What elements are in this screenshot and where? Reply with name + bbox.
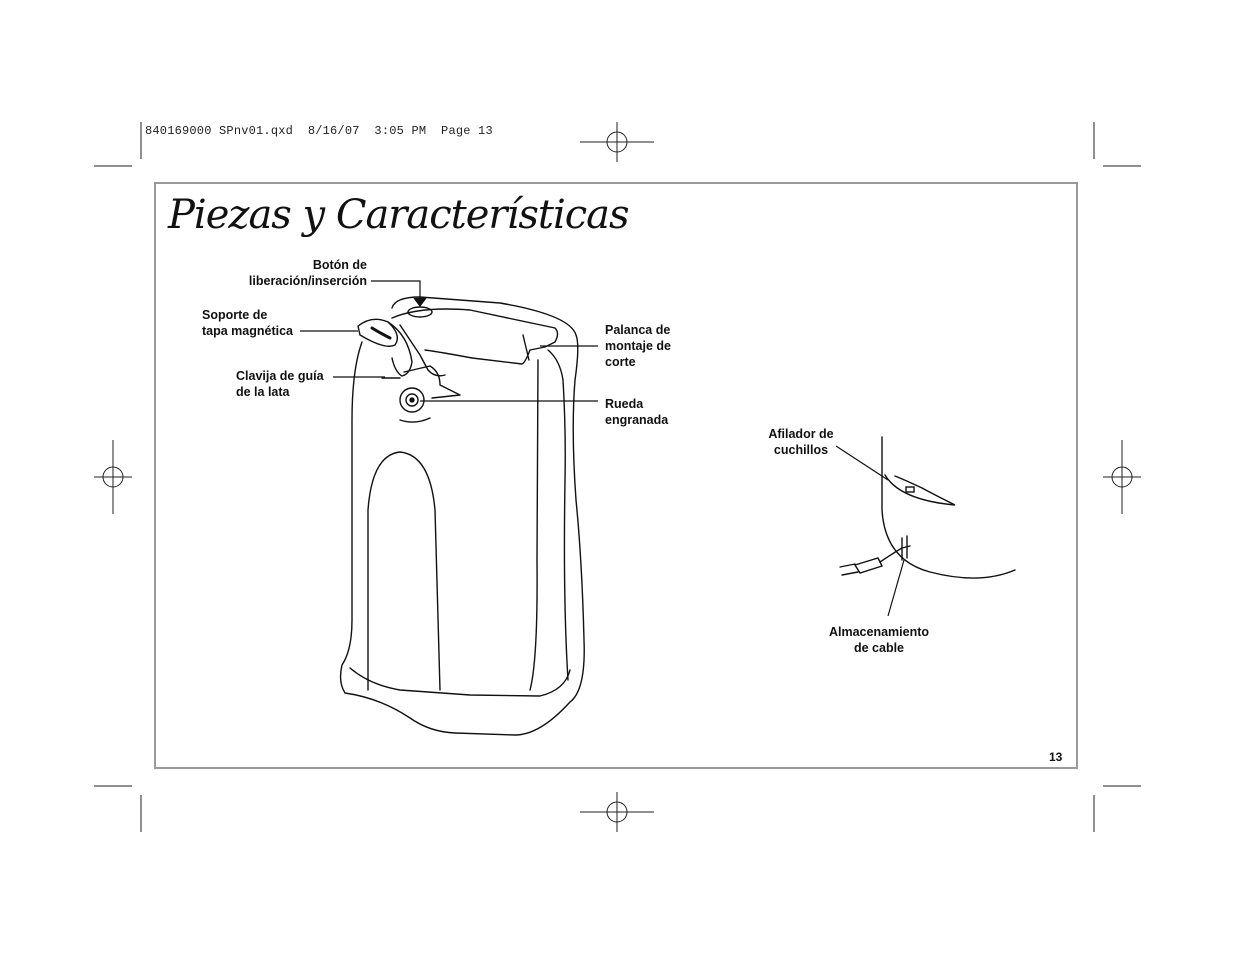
print-slug-line: 840169000 SPnv01.qxd 8/16/07 3:05 PM Page 13 bbox=[145, 124, 493, 138]
label-guide-pin: Clavija de guía de la lata bbox=[236, 369, 324, 399]
label-release-button: Botón de liberación/inserción bbox=[248, 258, 367, 288]
label-magnetic-lid-holder: Soporte de tapa magnética bbox=[202, 308, 294, 338]
knife-sharpener-slot bbox=[885, 475, 955, 505]
rear-detail bbox=[840, 437, 1015, 578]
label-cutting-lever: Palanca de montaje de corte bbox=[605, 323, 671, 369]
power-cord-plug bbox=[855, 558, 882, 573]
can-opener-body bbox=[341, 297, 585, 735]
label-cord-storage: Almacenamiento de cable bbox=[828, 625, 930, 655]
body-recess bbox=[368, 452, 440, 690]
label-knife-sharpener: Afilador de cuchillos bbox=[768, 427, 834, 457]
page-number: 13 bbox=[1049, 750, 1063, 764]
page-title: Piezas y Características bbox=[168, 192, 629, 238]
label-gear-wheel: Rueda engranada bbox=[605, 397, 669, 427]
